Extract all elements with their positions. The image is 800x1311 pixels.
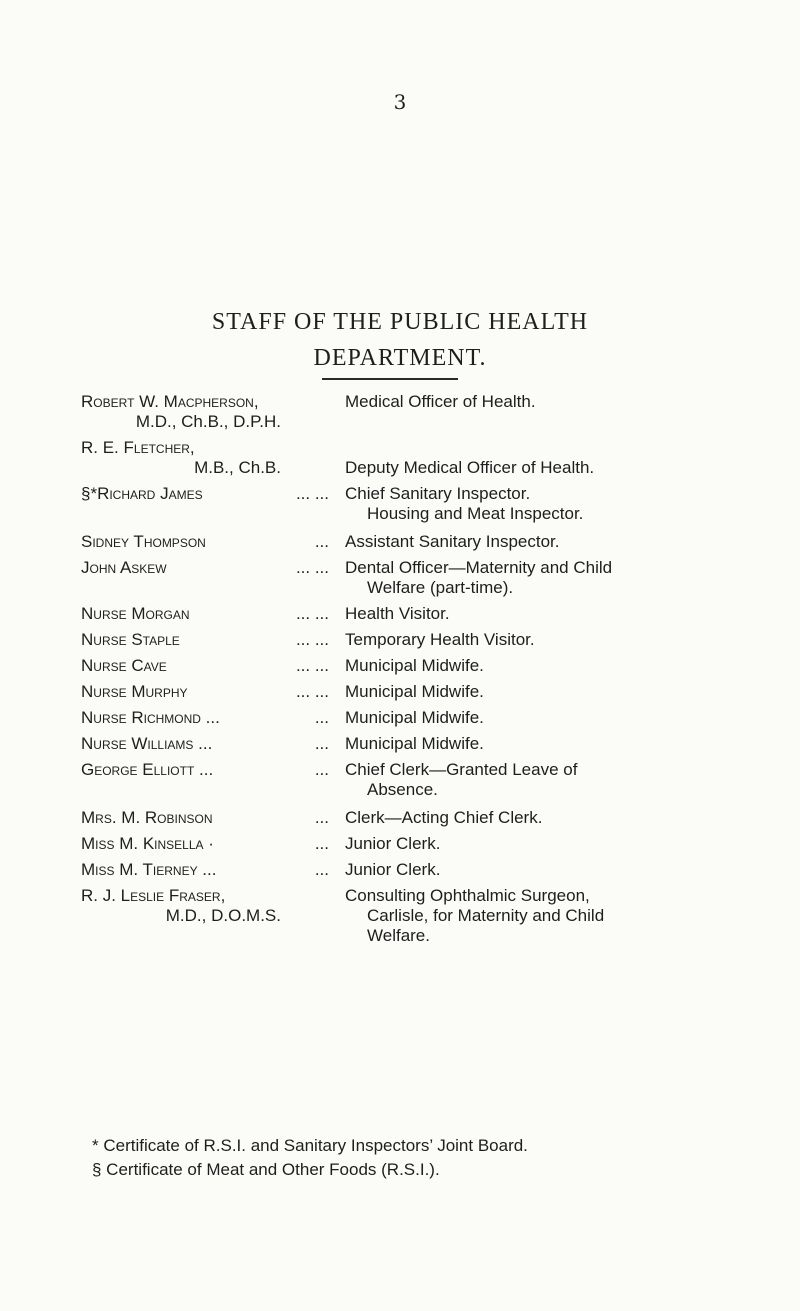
leader-dots: ... ... xyxy=(295,484,329,503)
staff-row xyxy=(81,808,781,828)
page-title xyxy=(0,304,800,376)
staff-role-line: Municipal Midwife. xyxy=(345,682,484,701)
leader-dots: ... ... xyxy=(295,630,329,649)
staff-row xyxy=(81,484,781,524)
staff-name-cell xyxy=(81,484,281,504)
leader-dots: ... xyxy=(314,834,329,853)
staff-name: R. E. Fletcher, xyxy=(81,438,195,457)
leader-dots: ... xyxy=(314,532,329,551)
staff-role xyxy=(345,604,781,624)
staff-role-line: Carlisle, for Maternity and Child xyxy=(367,906,605,925)
staff-name: Miss M. Tierney ... xyxy=(81,860,217,879)
staff-name-cell xyxy=(81,438,281,478)
staff-role-line: Housing and Meat Inspector. xyxy=(367,504,584,523)
staff-name-cell xyxy=(81,558,281,578)
footnotes xyxy=(92,1134,752,1182)
staff-qualifications: M.B., Ch.B. xyxy=(194,458,281,477)
staff-name: Nurse Cave xyxy=(81,656,167,675)
staff-row xyxy=(81,630,781,650)
staff-name: George Elliott ... xyxy=(81,760,214,779)
staff-role-line: Chief Sanitary Inspector. xyxy=(345,484,531,503)
staff-role xyxy=(345,656,781,676)
staff-role xyxy=(345,808,781,828)
staff-name: Nurse Williams ... xyxy=(81,734,213,753)
staff-role xyxy=(345,630,781,650)
staff-role-line: Health Visitor. xyxy=(345,604,450,623)
staff-role xyxy=(345,682,781,702)
leader-dots: ... ... xyxy=(295,656,329,675)
staff-row xyxy=(81,558,781,598)
staff-row xyxy=(81,532,781,552)
staff-role xyxy=(345,484,781,524)
staff-row xyxy=(81,604,781,624)
staff-role xyxy=(345,834,781,854)
staff-qualifications: M.D., D.O.M.S. xyxy=(165,906,281,925)
staff-name-cell xyxy=(81,604,281,624)
staff-role xyxy=(345,438,781,478)
staff-name-cell xyxy=(81,860,281,880)
leader-dots: ... xyxy=(314,808,329,827)
title-line-2: DEPARTMENT. xyxy=(313,345,487,371)
staff-name-cell xyxy=(81,630,281,650)
staff-name-cell xyxy=(81,682,281,702)
staff-role xyxy=(345,558,781,598)
page-number: 3 xyxy=(393,90,407,114)
staff-role xyxy=(345,860,781,880)
staff-name-cell xyxy=(81,808,281,828)
staff-role xyxy=(345,734,781,754)
staff-name: Robert W. Macpherson, xyxy=(81,392,259,411)
staff-role-line: Deputy Medical Officer of Health. xyxy=(345,458,595,477)
staff-row xyxy=(81,760,781,800)
staff-role-line: Temporary Health Visitor. xyxy=(345,630,535,649)
staff-name: Sidney Thompson xyxy=(81,532,206,551)
leader-dots: ... xyxy=(314,708,329,727)
staff-list xyxy=(81,386,781,946)
staff-name-cell xyxy=(81,760,281,780)
staff-row xyxy=(81,708,781,728)
staff-role-line: Junior Clerk. xyxy=(345,834,441,853)
staff-name-cell xyxy=(81,532,281,552)
staff-row xyxy=(81,656,781,676)
leader-dots: ... ... xyxy=(295,682,329,701)
footnote-certificate-rsi: * Certificate of R.S.I. and Sanitary Inspectors’ Joint Board. xyxy=(92,1136,528,1155)
staff-name-cell xyxy=(81,834,281,854)
staff-role-line: Consulting Ophthalmic Surgeon, xyxy=(345,886,590,905)
staff-role-line: Clerk—Acting Chief Clerk. xyxy=(345,808,543,827)
staff-role xyxy=(345,532,781,552)
staff-name-cell xyxy=(81,392,281,432)
staff-role-line xyxy=(345,438,781,458)
leader-dots: ... xyxy=(314,760,329,779)
staff-name: Nurse Staple xyxy=(81,630,180,649)
staff-role-line: Municipal Midwife. xyxy=(345,734,484,753)
staff-row xyxy=(81,886,781,946)
staff-name-cell xyxy=(81,734,281,754)
leader-dots: ... xyxy=(314,860,329,879)
staff-role xyxy=(345,708,781,728)
staff-name: Miss M. Kinsella · xyxy=(81,834,214,853)
staff-role-line: Welfare. xyxy=(367,926,430,945)
staff-role-line: Chief Clerk—Granted Leave of xyxy=(345,760,578,779)
staff-row xyxy=(81,860,781,880)
footnote-certificate-meat: § Certificate of Meat and Other Foods (R.S.I.). xyxy=(92,1160,440,1179)
staff-role-line: Dental Officer—Maternity and Child xyxy=(345,558,613,577)
leader-dots: ... xyxy=(314,734,329,753)
staff-qualifications: M.D., Ch.B., D.P.H. xyxy=(135,412,281,431)
staff-row xyxy=(81,392,781,432)
staff-role-line: Junior Clerk. xyxy=(345,860,441,879)
staff-row xyxy=(81,734,781,754)
staff-row xyxy=(81,834,781,854)
staff-role-line: Municipal Midwife. xyxy=(345,656,484,675)
staff-row xyxy=(81,438,781,478)
staff-role-line: Assistant Sanitary Inspector. xyxy=(345,532,560,551)
title-line-1: STAFF OF THE PUBLIC HEALTH xyxy=(211,309,589,335)
staff-role-line: Absence. xyxy=(367,780,438,799)
staff-name: Nurse Morgan xyxy=(81,604,190,623)
staff-role xyxy=(345,392,781,412)
staff-name-cell xyxy=(81,886,281,926)
leader-dots: ... ... xyxy=(295,604,329,623)
staff-role xyxy=(345,760,781,800)
staff-name: Nurse Murphy xyxy=(81,682,188,701)
staff-role-line: Welfare (part-time). xyxy=(367,578,514,597)
staff-role xyxy=(345,886,781,946)
staff-name: Nurse Richmond ... xyxy=(81,708,220,727)
staff-name: R. J. Leslie Fraser, xyxy=(81,886,226,905)
staff-name: §*Richard James xyxy=(81,484,203,503)
staff-name: Mrs. M. Robinson xyxy=(81,808,213,827)
staff-name-cell xyxy=(81,656,281,676)
staff-row xyxy=(81,682,781,702)
staff-name: John Askew xyxy=(81,558,167,577)
staff-role-line: Municipal Midwife. xyxy=(345,708,484,727)
leader-dots: ... ... xyxy=(295,558,329,577)
staff-role-line: Medical Officer of Health. xyxy=(345,392,536,411)
staff-name-cell xyxy=(81,708,281,728)
title-rule xyxy=(322,378,458,380)
